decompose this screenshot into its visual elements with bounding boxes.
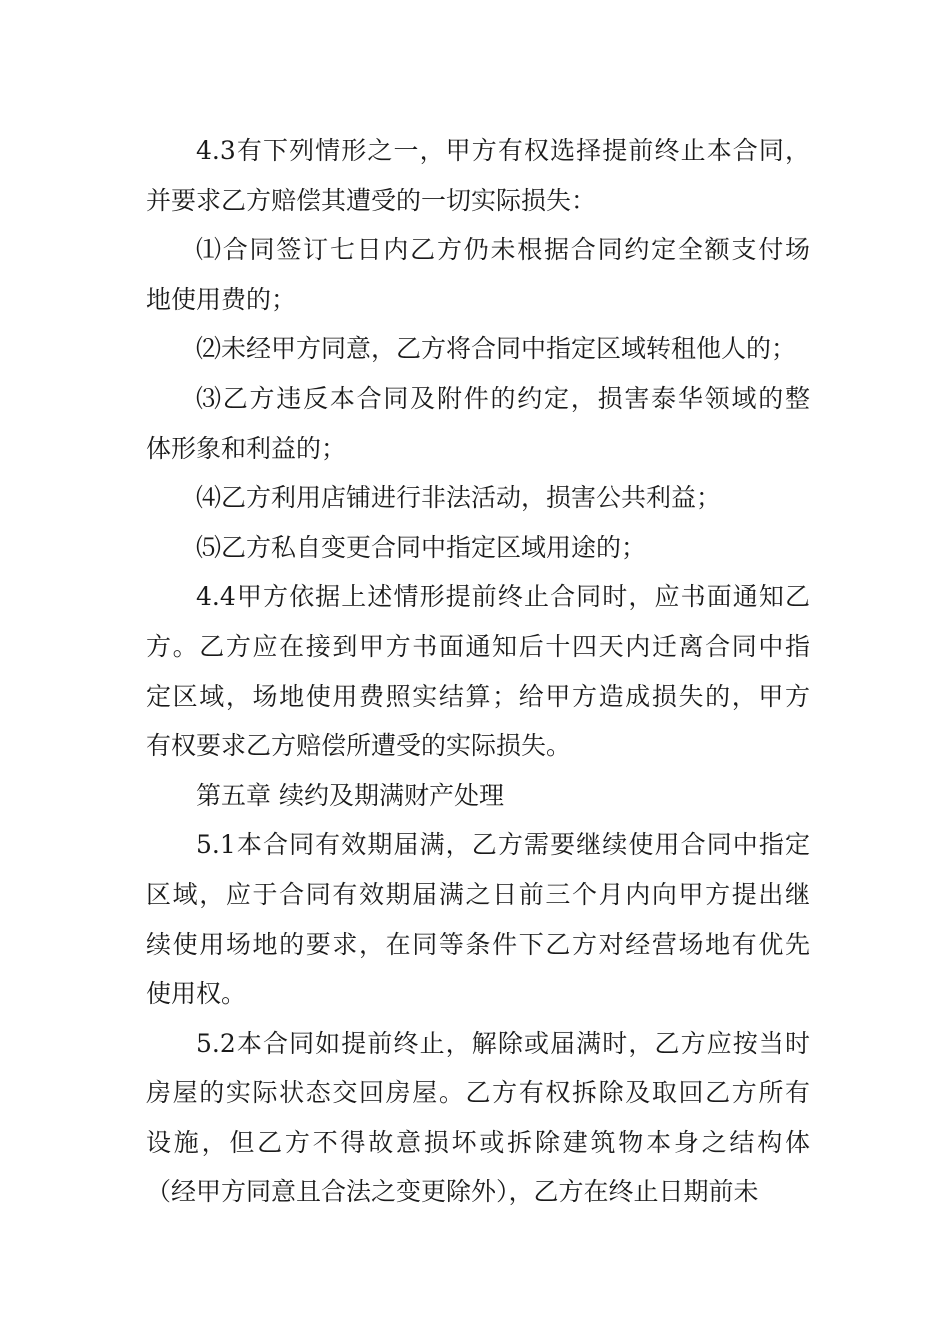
paragraph-p-4-3-4 [146, 473, 810, 523]
paragraph-chapter-5 [146, 771, 810, 821]
text-line: 续使用场地的要求，在同等条件下乙方对经营场地有优先 [146, 929, 810, 959]
text-line: 定区域，场地使用费照实结算；给甲方造成损失的，甲方 [146, 681, 810, 711]
text-line: 第五章 续约及期满财产处理 [196, 780, 504, 810]
paragraph-p-4-3-3 [146, 374, 810, 473]
text-line: ⑶乙方违反本合同及附件的约定，损害泰华领域的整 [196, 383, 810, 413]
text-line: 4.3有下列情形之一，甲方有权选择提前终止本合同， [196, 136, 810, 165]
paragraph-p-4-3-1 [146, 225, 810, 324]
text-line: 4.4甲方依据上述情形提前终止合同时，应书面通知乙 [196, 582, 810, 612]
paragraph-p-5-1 [146, 820, 810, 1018]
paragraph-p-4-3-2 [146, 324, 810, 374]
text-line: 地使用费的； [146, 284, 297, 314]
text-line: ⑴合同签订七日内乙方仍未根据合同约定全额支付场 [196, 235, 810, 265]
text-line: 使用权。 [146, 979, 247, 1009]
paragraph-p-4-3-5 [146, 523, 810, 573]
text-line: （经甲方同意且合法之变更除外），乙方在终止日期前未 [146, 1177, 759, 1207]
text-line: 有权要求乙方赔偿所遭受的实际损失。 [146, 731, 572, 761]
text-line: 体形象和利益的； [146, 433, 347, 463]
text-line: ⑷乙方利用店铺进行非法活动，损害公共利益； [196, 483, 722, 513]
text-line: 5.2本合同如提前终止，解除或届满时，乙方应按当时 [196, 1028, 810, 1058]
text-line: 区域，应于合同有效期届满之日前三个月内向甲方提出继 [146, 879, 810, 909]
text-line: 设施，但乙方不得故意损坏或拆除建筑物本身之结构体 [146, 1127, 810, 1157]
text-line: ⑵未经甲方同意，乙方将合同中指定区域转租他人的； [196, 334, 797, 364]
text-line: 方。乙方应在接到甲方书面通知后十四天内迁离合同中指 [146, 631, 810, 661]
text-line: ⑸乙方私自变更合同中指定区域用途的； [196, 532, 647, 562]
text-line: 房屋的实际状态交回房屋。乙方有权拆除及取回乙方所有 [146, 1078, 810, 1108]
paragraph-p-4-3 [146, 126, 810, 225]
paragraph-p-5-2 [146, 1019, 810, 1217]
document-body [146, 126, 810, 1217]
text-line: 并要求乙方赔偿其遭受的一切实际损失： [146, 185, 597, 215]
text-line: 5.1本合同有效期届满，乙方需要继续使用合同中指定 [196, 830, 810, 860]
paragraph-p-4-4 [146, 572, 810, 770]
